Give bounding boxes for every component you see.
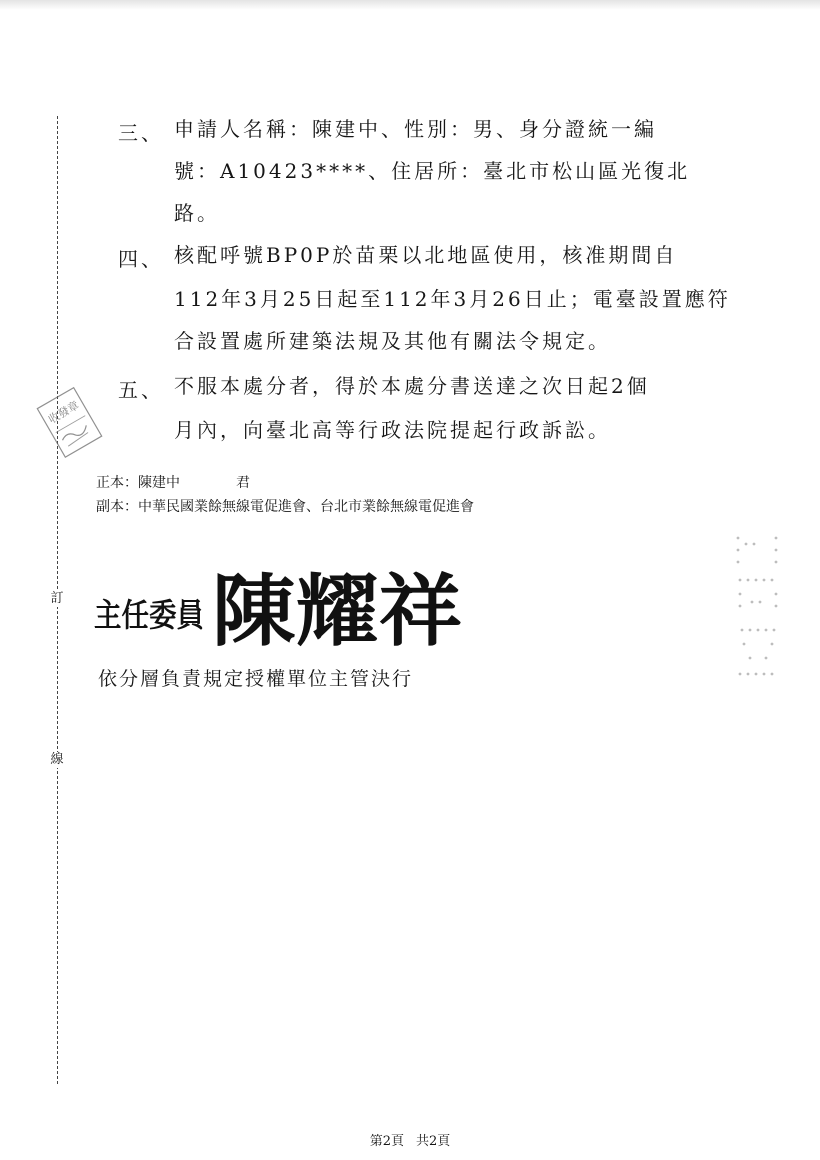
delegation-note: 依分層負責規定授權單位主管決行 <box>98 668 414 690</box>
item-line: 不服本處分者，得於本處分書送達之次日起2個 <box>174 374 650 398</box>
original-recipient-line <box>96 472 250 492</box>
signature-title: 主任委員 <box>94 596 204 634</box>
page-number: 第2頁 <box>369 1134 404 1149</box>
item-line: 合設置處所建築法規及其他有關法令規定。 <box>174 329 611 353</box>
item-line: 月內，向臺北高等行政法院提起行政訴訟。 <box>174 418 611 442</box>
signature-name: 陳耀祥 <box>212 566 462 657</box>
item-line: 112年3月25日起至112年3月26日止；電臺設置應符 <box>174 287 731 311</box>
original-label: 正本： <box>96 475 138 491</box>
page-footer <box>0 1130 820 1149</box>
original-suffix: 君 <box>236 475 250 491</box>
copy-label: 副本： <box>96 499 138 515</box>
original-recipient: 陳建中 <box>138 475 180 491</box>
binding-mark-xian: 線 <box>50 752 64 767</box>
copy-recipient-line <box>96 496 474 516</box>
perforation-marks <box>732 532 788 682</box>
item-number: 三、 <box>118 121 164 145</box>
received-stamp <box>36 384 106 466</box>
item-line: 路。 <box>174 201 220 225</box>
item-number: 四、 <box>118 247 164 271</box>
signature-seal <box>92 540 462 657</box>
item-line: 申請人名稱：陳建中、性別：男、身分證統一編 <box>174 117 657 141</box>
binding-mark-ding: 訂 <box>50 591 64 606</box>
copy-recipients: 中華民國業餘無線電促進會、台北市業餘無線電促進會 <box>138 499 474 515</box>
item-number: 五、 <box>118 378 164 402</box>
page-total: 共2頁 <box>416 1134 451 1149</box>
item-line: 號：A10423****、住居所：臺北市松山區光復北 <box>174 159 691 183</box>
item-line: 核配呼號BP0P於苗栗以北地區使用，核准期間自 <box>174 243 678 267</box>
scan-edge-shadow <box>0 0 820 10</box>
stamp-text: 收發章 <box>46 398 82 427</box>
